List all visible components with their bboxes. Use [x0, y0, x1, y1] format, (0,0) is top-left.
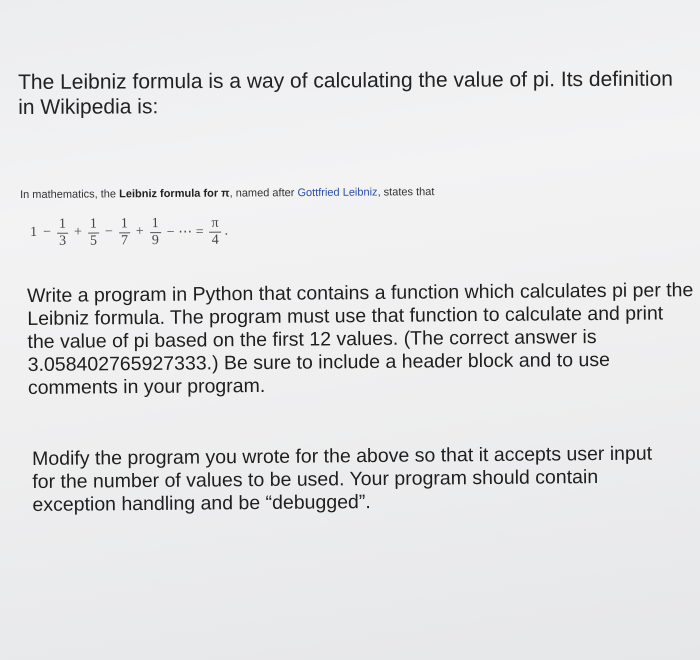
formula-lead: 1	[30, 224, 38, 240]
result-numerator: π	[209, 215, 220, 232]
wikipedia-excerpt	[20, 184, 680, 201]
formula-op: −	[104, 224, 113, 240]
fraction-denominator: 7	[120, 232, 128, 248]
formula-fraction	[119, 216, 130, 249]
wiki-suffix: , states that	[377, 186, 435, 199]
fraction-denominator: 3	[59, 233, 67, 249]
formula-fraction	[57, 216, 68, 249]
formula-tail: − ⋯ =	[166, 224, 204, 240]
assignment-paragraph-1: Write a program in Python that contains a function which calculates pi per the Leibniz formula. The program must use that function to calculate and print the value of pi based on the first 12 values. (The correct answer is 3.058402765927333.) Be sure to include a header block and to use comments in your program.	[27, 279, 694, 399]
formula-op: +	[135, 224, 144, 240]
formula-end: .	[224, 223, 229, 239]
leibniz-formula	[30, 209, 228, 256]
fraction-numerator: 1	[57, 216, 68, 233]
wiki-link-leibniz[interactable]: Gottfried Leibniz	[297, 186, 378, 200]
result-denominator: 4	[211, 232, 219, 248]
wiki-middle: , named after	[229, 187, 298, 200]
assignment-paragraph-2: Modify the program you wrote for the above so that it accepts user input for the number of values to be used. Your program should contain exception handling and be “debugged”.	[32, 442, 653, 516]
fraction-denominator: 9	[151, 232, 159, 248]
formula-fraction	[88, 216, 99, 249]
formula-op: +	[74, 224, 83, 240]
fraction-numerator: 1	[88, 216, 99, 233]
formula-fraction	[150, 216, 161, 249]
formula-result	[209, 215, 220, 248]
wiki-prefix: In mathematics, the	[20, 188, 120, 201]
fraction-numerator: 1	[119, 216, 130, 233]
wiki-bold-term: Leibniz formula for π	[119, 187, 230, 201]
formula-op: −	[43, 224, 52, 240]
fraction-denominator: 5	[89, 233, 98, 249]
fraction-numerator: 1	[150, 216, 161, 233]
intro-text: The Leibniz formula is a way of calculating the value of pi. Its definition in Wikipedia is:	[18, 67, 673, 119]
